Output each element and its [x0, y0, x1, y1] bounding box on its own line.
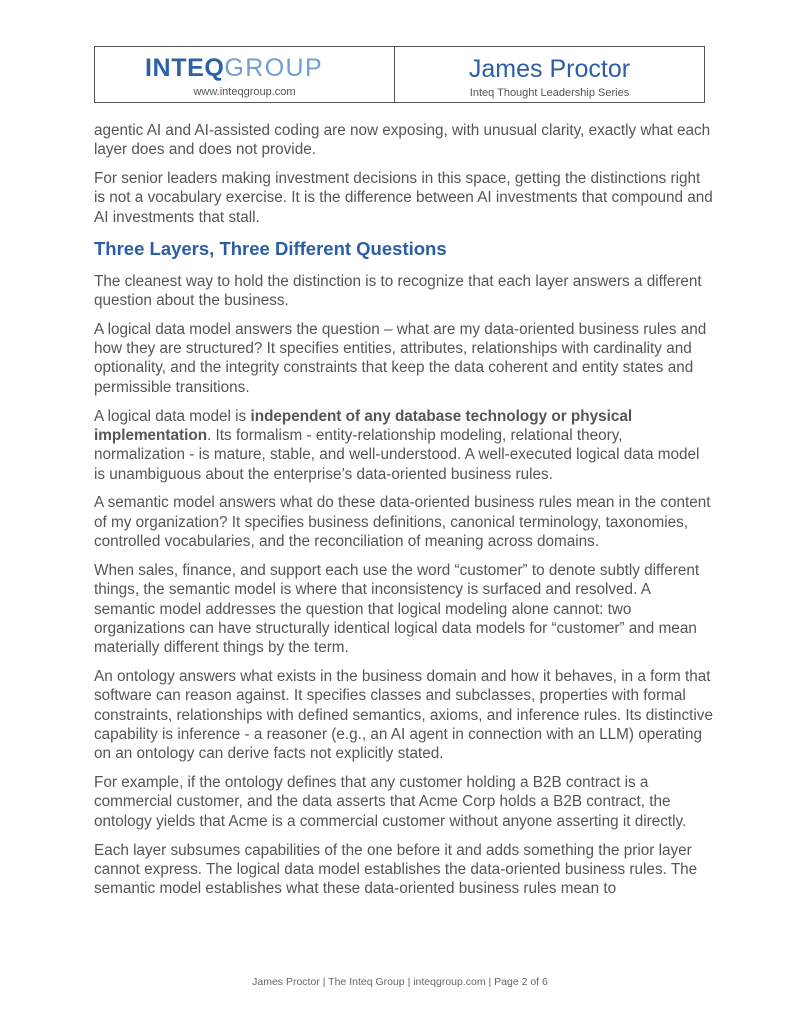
- section-heading: Three Layers, Three Different Questions: [94, 237, 447, 259]
- paragraph: When sales, finance, and support each use the word “customer” to denote subtly different things, the semantic model is where that inconsistency is surfaced and resolved. A semantic model addresses the question that logical modeling alone cannot: two organizations can have structurally identical logical data models for “customer” and mean materially different things by the term.: [94, 561, 700, 657]
- page-header: [94, 46, 705, 103]
- bold-phrase: independent of any database technology or physical implementation: [94, 407, 633, 444]
- paragraph: A semantic model answers what do these data-oriented business rules mean in the content of my organization? It specifies business definitions, canonical terminology, taxonomies, controlled vocabularies, and the reconciliation of meaning across domains.: [94, 494, 711, 551]
- paragraph: A logical data model answers the question – what are my data-oriented business rules and how they are structured? It specifies entities, attributes, relationships with cardinality and optionality, and the integrity constraints that keep the data coherent and entity states and permissible transitions.: [94, 320, 707, 396]
- header-logo-cell: [95, 47, 395, 102]
- page-footer: James Proctor | The Inteq Group | inteqgroup.com | Page 2 of 6: [252, 976, 548, 988]
- site-url: www.inteqgroup.com: [193, 86, 296, 98]
- logo-bold-text: INTEQ: [145, 54, 225, 82]
- paragraph: [94, 407, 714, 484]
- document-body: [94, 121, 714, 908]
- logo-light-text: GROUP: [224, 54, 324, 82]
- paragraph: agentic AI and AI-assisted coding are now exposing, with unusual clarity, exactly what each layer does and does not provide.: [94, 122, 711, 159]
- paragraph: An ontology answers what exists in the business domain and how it behaves, in a form that software can reason against. It specifies classes and subclasses, properties with formal constraints, relationships with defined semantics, axioms, and inference rules. Its distinctive capability is inference - a reasoner (e.g., an AI agent in connection with an LLM) operating on an ontology can derive facts not explicitly stated.: [94, 667, 713, 763]
- paragraph: The cleanest way to hold the distinction is to recognize that each layer answers a different question about the business.: [94, 272, 702, 309]
- paragraph-text: A logical data model is: [94, 407, 251, 425]
- paragraph: Each layer subsumes capabilities of the one before it and adds something the prior layer cannot express. The logical data model establishes the data-oriented business rules. The semantic model establishes what these data-oriented business rules mean to: [94, 841, 698, 898]
- series-title: Inteq Thought Leadership Series: [469, 87, 630, 99]
- author-name: James Proctor: [468, 55, 631, 83]
- paragraph-text: . Its formalism - entity-relationship modeling, relational theory, normalization - is mature, stable, and well-understood. A well-executed logical data model is unambiguous about the enterprise’s data-oriented business rules.: [94, 426, 700, 483]
- header-author-cell: [395, 47, 704, 102]
- paragraph: For example, if the ontology defines that any customer holding a B2B contract is a commercial customer, and the data asserts that Acme Corp holds a B2B contract, the ontology yields that Acme is a commercial customer without anyone asserting it directly.: [94, 774, 687, 830]
- paragraph: For senior leaders making investment decisions in this space, getting the distinctions right is not a vocabulary exercise. It is the difference between AI investments that compound and AI investments that stall.: [94, 170, 713, 226]
- inteq-group-logo: [145, 54, 323, 82]
